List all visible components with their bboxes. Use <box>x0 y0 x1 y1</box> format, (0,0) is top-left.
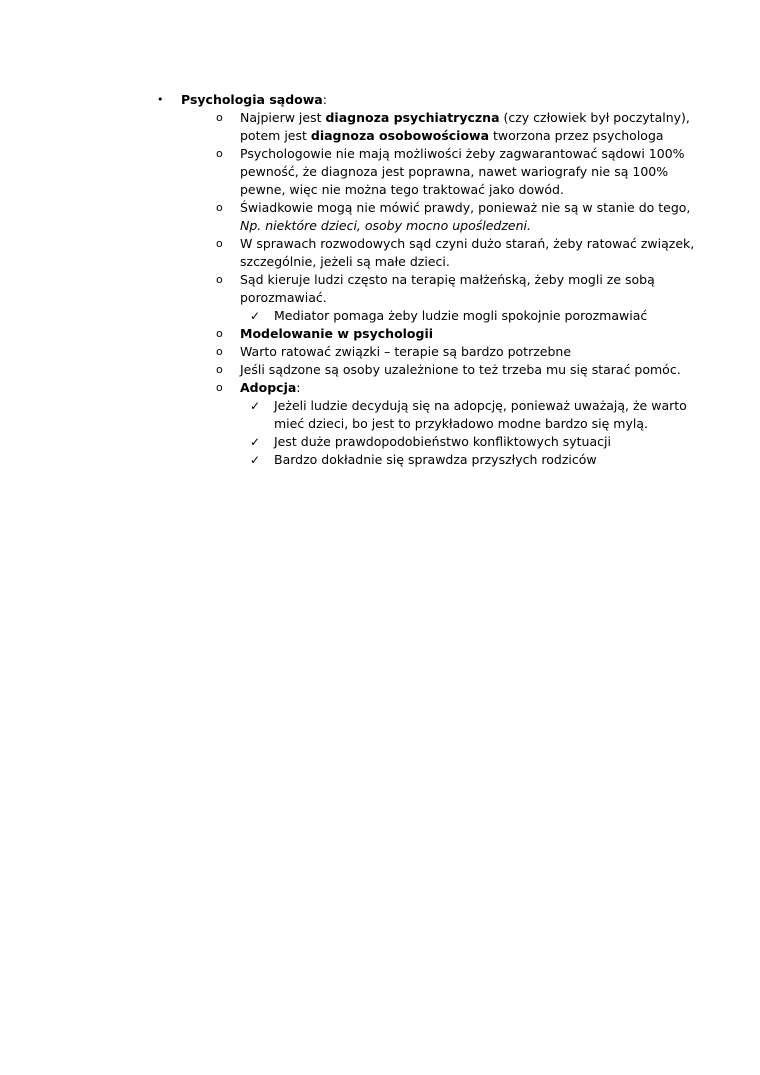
sub-list-item-continuation <box>0 415 760 433</box>
circle-bullet-icon: o <box>216 363 223 376</box>
sub-item-text: Jest duże prawdopodobieństwo konfliktowych sytuacji <box>274 434 611 449</box>
italic-example-text: Np. niektóre dzieci, osoby mocno upośledzeni. <box>240 218 531 233</box>
bold-term: diagnoza osobowościowa <box>310 128 490 143</box>
list-item-heading <box>0 91 760 109</box>
sub-list-item <box>0 307 760 325</box>
checkmark-icon: ✓ <box>250 453 261 467</box>
circle-bullet-icon: o <box>216 273 223 286</box>
checkmark-icon: ✓ <box>250 435 261 449</box>
list-item <box>0 361 760 379</box>
bold-term: diagnoza psychiatryczna <box>325 110 500 125</box>
circle-bullet-icon: o <box>216 147 223 160</box>
sub-list-item <box>0 433 760 451</box>
heading-title: Psychologia sądowa <box>181 92 323 107</box>
list-item <box>0 199 760 217</box>
circle-bullet-icon: o <box>216 111 223 124</box>
list-item <box>0 343 760 361</box>
list-item-continuation <box>0 289 760 307</box>
text-run: : <box>296 380 301 395</box>
checkmark-icon: ✓ <box>250 309 261 323</box>
sub-item-text: Jeżeli ludzie decydują się na adopcję, ponieważ uważają, że warto <box>274 398 687 413</box>
checkmark-icon: ✓ <box>250 399 261 413</box>
text-run: tworzona przez psychologa <box>489 128 664 143</box>
list-item <box>0 109 760 127</box>
list-item <box>0 379 760 397</box>
heading-text <box>181 91 327 109</box>
circle-bullet-icon: o <box>216 237 223 250</box>
sub-item-text: Mediator pomaga żeby ludzie mogli spokojnie porozmawiać <box>274 308 648 323</box>
item-text: Psychologowie nie mają możliwości żeby zagwarantować sądowi 100% <box>240 146 685 161</box>
sub-item-text: Bardzo dokładnie się sprawdza przyszłych rodziców <box>274 452 597 467</box>
item-text: pewność, że diagnoza jest poprawna, nawet wariografy nie są 100% <box>240 164 669 179</box>
item-text-bold: Modelowanie w psychologii <box>240 326 434 341</box>
list-item-continuation <box>0 163 760 181</box>
item-text: W sprawach rozwodowych sąd czyni dużo starań, żeby ratować związek, <box>240 236 695 251</box>
circle-bullet-icon: o <box>216 381 223 394</box>
bullet-icon: • <box>157 93 164 106</box>
notes-list <box>0 91 760 469</box>
item-text <box>240 379 301 397</box>
item-text: szczególnie, jeżeli są małe dzieci. <box>240 254 450 269</box>
list-item <box>0 235 760 253</box>
item-text <box>240 109 690 127</box>
item-text: porozmawiać. <box>240 290 327 305</box>
list-item <box>0 145 760 163</box>
sub-item-text: mieć dzieci, bo jest to przykładowo modne bardzo się mylą. <box>274 416 648 431</box>
circle-bullet-icon: o <box>216 327 223 340</box>
list-item-continuation <box>0 253 760 271</box>
list-item <box>0 271 760 289</box>
item-text: Jeśli sądzone są osoby uzależnione to też trzeba mu się starać pomóc. <box>240 362 681 377</box>
circle-bullet-icon: o <box>216 345 223 358</box>
list-item-continuation <box>0 217 760 235</box>
text-run: potem jest <box>240 128 311 143</box>
item-text: Świadkowie mogą nie mówić prawdy, ponieważ nie są w stanie do tego, <box>240 200 691 215</box>
circle-bullet-icon: o <box>216 201 223 214</box>
text-run: Najpierw jest <box>240 110 326 125</box>
sub-list-item <box>0 397 760 415</box>
item-text: pewne, więc nie można tego traktować jako dowód. <box>240 182 564 197</box>
sub-list-item <box>0 451 760 469</box>
item-text <box>240 127 664 145</box>
heading-suffix: : <box>322 92 327 107</box>
item-text: Sąd kieruje ludzi często na terapię małżeńską, żeby mogli ze sobą <box>240 272 655 287</box>
list-item-continuation <box>0 181 760 199</box>
bold-term: Adopcja <box>240 380 297 395</box>
list-item <box>0 325 760 343</box>
text-run: (czy człowiek był poczytalny), <box>499 110 690 125</box>
list-item-continuation <box>0 127 760 145</box>
item-text: Warto ratować związki – terapie są bardzo potrzebne <box>240 344 572 359</box>
